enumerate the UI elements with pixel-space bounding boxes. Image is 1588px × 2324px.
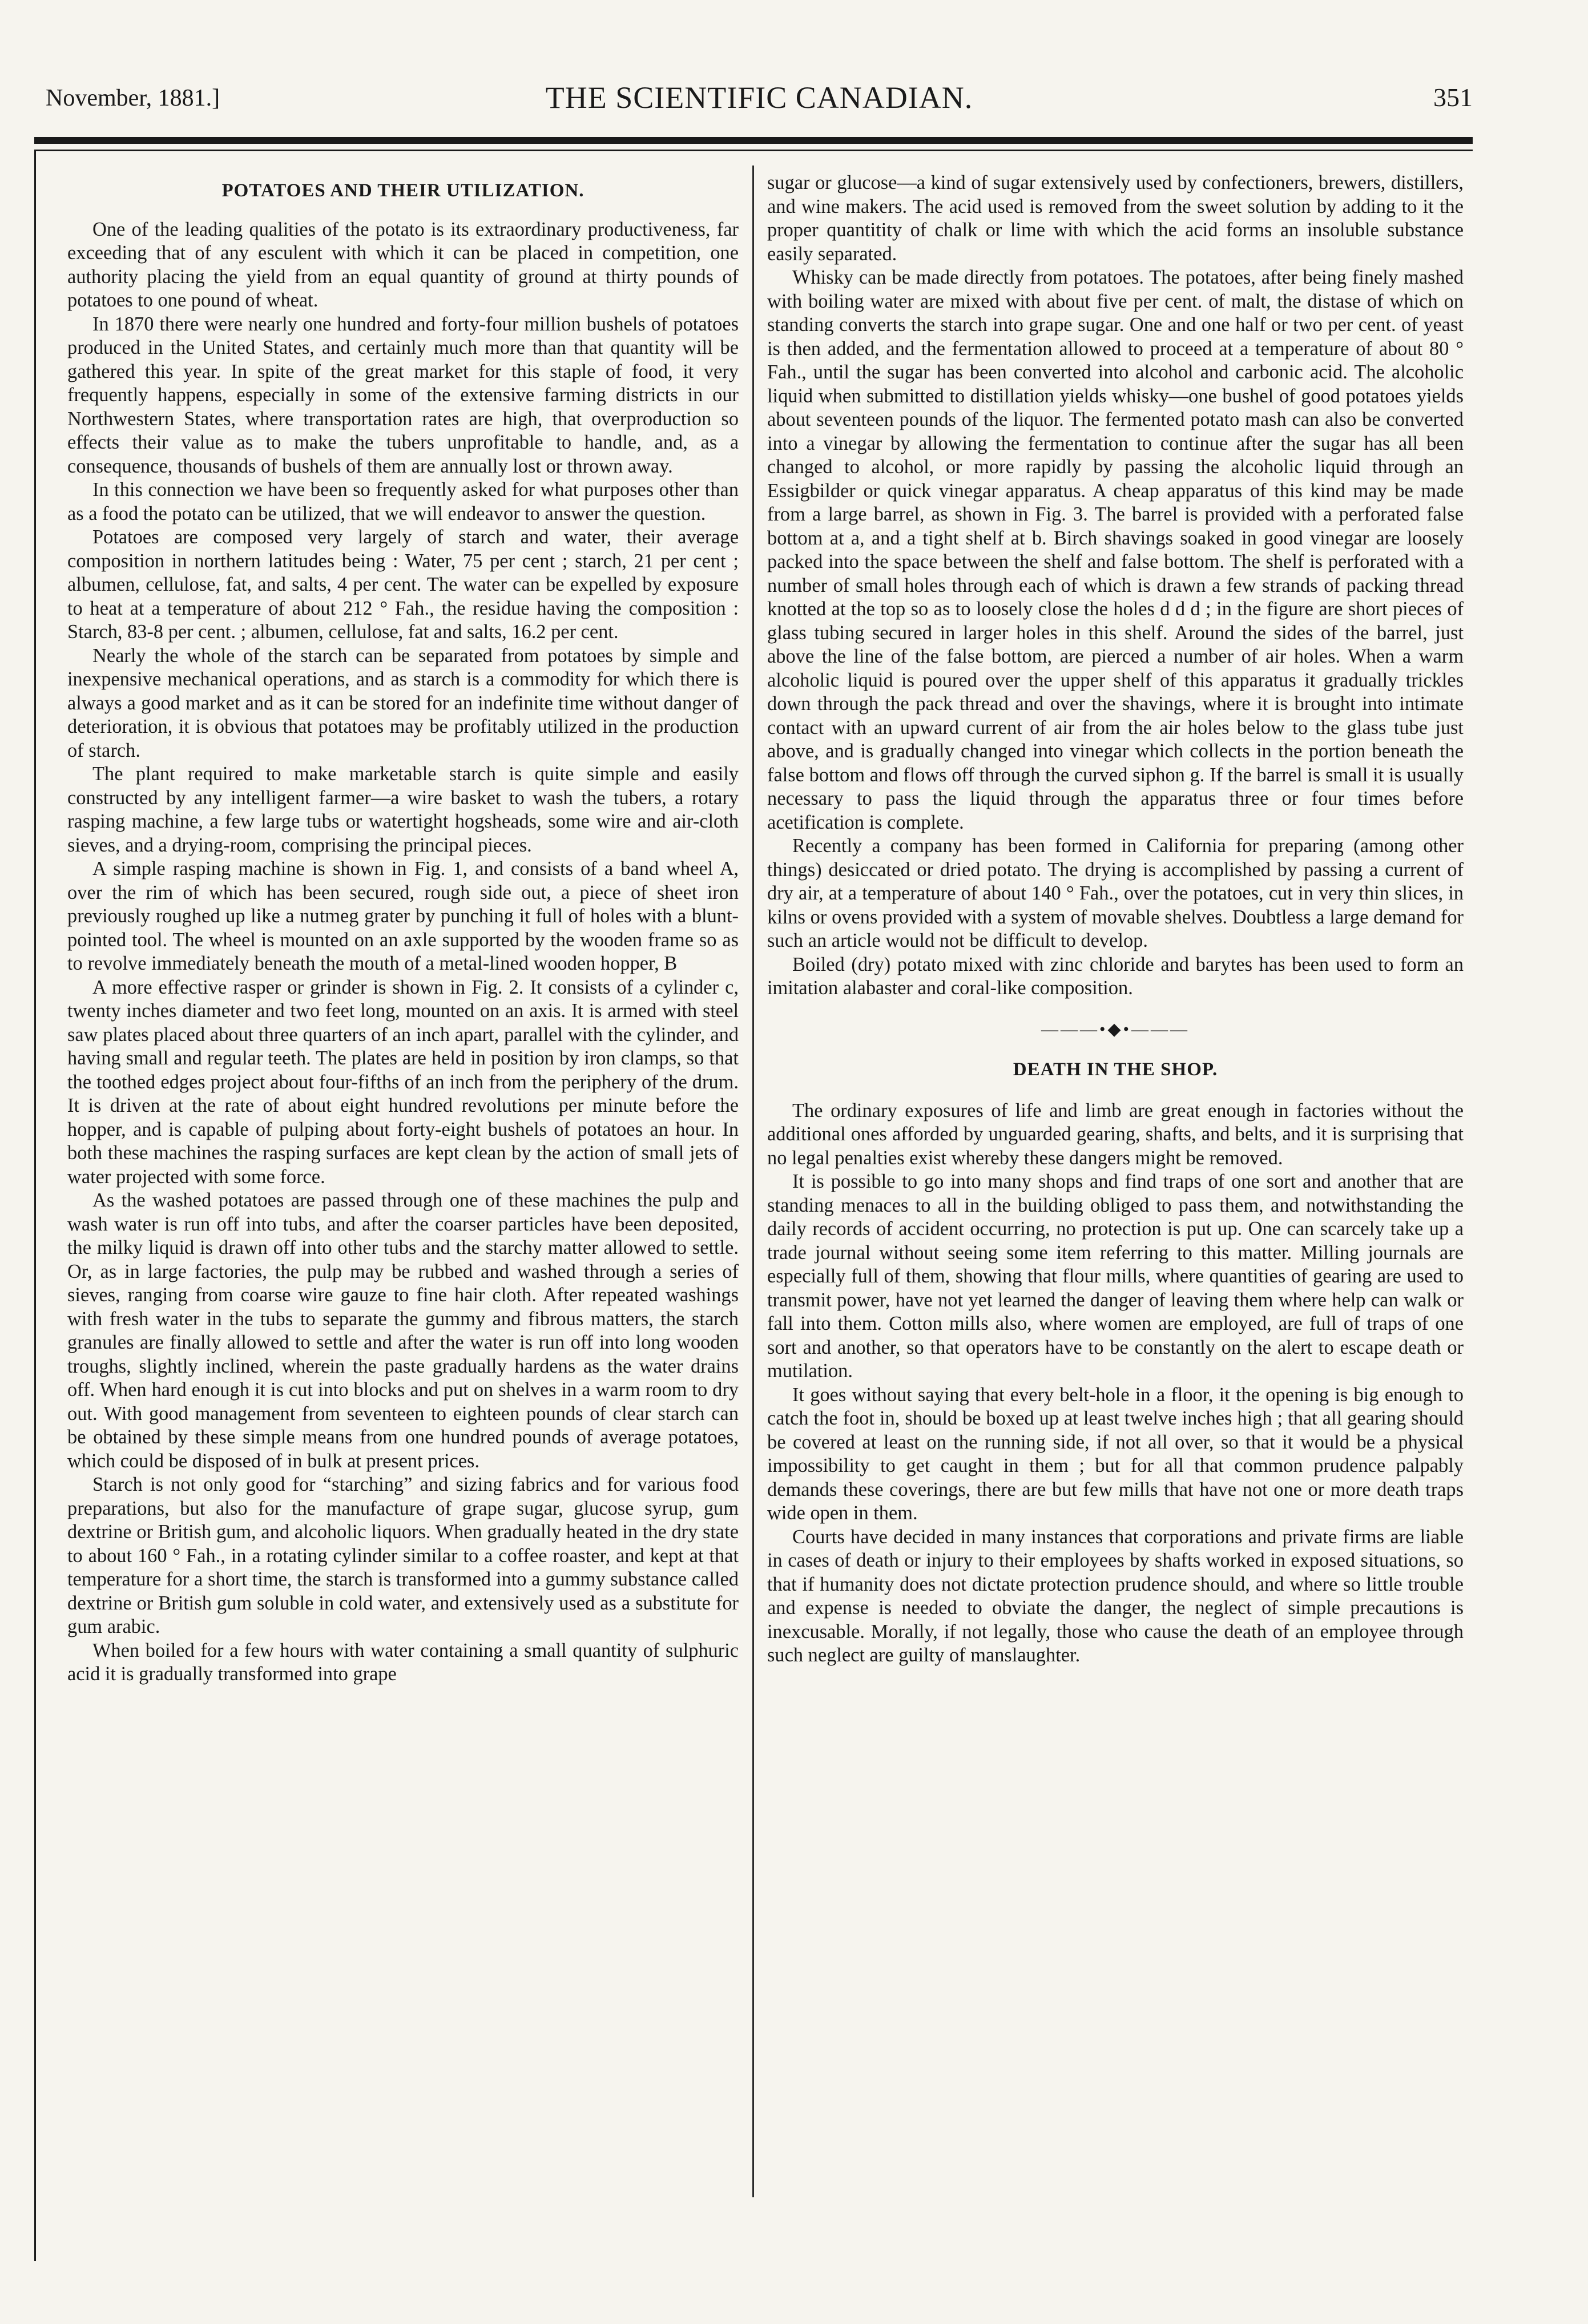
column-divider [752,166,754,2197]
article-title-potatoes: POTATOES AND THEIR UTILIZATION. [221,180,585,201]
paragraph: As the washed potatoes are passed through one of these machines the pulp and wash water is run off into tubs, and after the coarser particles have been deposited, the milky liquid is drawn off into other tubs and the starchy matter allowed to settle. Or, as in large factories, the pulp may be rubbed and washed through a series of sieves, ranging from coarse wire gauze to fine hair cloth. After repeated washings with fresh water in the tubs to separate the gummy and fibrous matters, the starch granules are finally allowed to settle and after the water is run off into long wooden troughs, slightly inclined, wherein the paste gradually hardens as the water drains off. When hard enough it is cut into blocks and put on shelves in a warm room to dry out. With good management from seventeen to eighteen pounds of clear starch can be obtained by these simple means from one hundred pounds of average potatoes, which could be disposed of in bulk at present prices. [67,1189,739,1472]
paragraph: One of the leading qualities of the potato is its extraordinary productiveness, far exceeding that of any esculent with which it can be placed in competition, one authority placing the yield from an equal quantity of ground at thirty pounds of potatoes to one pound of wheat. [67,218,739,311]
paragraph: It goes without saying that every belt-hole in a floor, it the opening is big enough to catch the foot in, should be boxed up at least twelve inches high ; that all gearing should be covered at least on the running side, if not all over, so that it would be a physical impossibility to get caught in them ; but for all that common prudence palpably demands these coverings, there are but few mills that have not one or more death traps wide open in them. [767,1383,1464,1524]
header-rule-thick [34,137,1473,144]
paragraph: The plant required to make marketable starch is quite simple and easily constructed by any intelligent farmer—a wire basket to wash the tubers, a rotary rasping machine, a few large tubs or watertight hogsheads, some wire and air-cloth sieves, and a drying-room, comprising the principal pieces. [67,763,739,856]
header-rule-thin [34,150,1473,151]
paragraph: Starch is not only good for “starching” and sizing fabrics and for various food preparations, but also for the manufacture of grape sugar, glucose syrup, gum dextrine or British gum, and alcoholic liquors. When gradually heated in the dry state to about 160 ° Fah., in a rotating cylinder similar to a coffee roaster, and kept at that temperature for a short time, the starch is transformed into a gummy substance called dextrine or British gum soluble in cold water, and extensively used as a substitute for gum arabic. [67,1474,739,1637]
paragraph: It is possible to go into many shops and find traps of one sort and another that are standing menaces to all in the building obliged to pass them, and notwithstanding the daily records of accident occurring, no protection is put up. One can scarcely take up a trade journal without seeing some item referring to this matter. Milling journals are especially full of them, showing that flour mills, where quantities of gearing are used to transmit power, have not yet learned the danger of leaving them where help can walk or fall into them. Cotton mills also, where women are employed, are full of traps of one sort and another, so that operators have to be constantly on the alert to escape death or mutilation. [767,1171,1464,1382]
paragraph: Whisky can be made directly from potatoes. The potatoes, after being finely mashed with boiling water are mixed with about five per cent. of malt, the distase of which on standing converts the starch into grape sugar. One and one half or two per cent. of yeast is then added, and the fermentation allowed to proceed at a temperature of about 80 ° Fah., until the sugar has been converted into alcohol and carbonic acid. The alcoholic liquid when submitted to distillation yields whisky—one bushel of good potatoes yields about seventeen pounds of the liquor. The fermented potato mash can also be converted into a vinegar by allowing the fermentation to continue after the sugar has all been changed to alcohol, or more rapidly by passing the alcoholic liquid through an Essigbilder or quick vinegar apparatus. A cheap apparatus of this kind may be made from a large barrel, as shown in Fig. 3. The barrel is provided with a perforated false bottom at a, and a tight shelf at b. Birch shavings soaked in good vinegar are loosely packed into the space between the shelf and false bottom. The shelf is perforated with a number of small holes through each of which is drawn a few strands of packing thread knotted at the top so as to loosely close the holes d d d ; in the figure are short pieces of glass tubing secured in larger holes in this shelf. Around the sides of the barrel, just above the line of the false bottom, are pierced a number of air holes. When a warm alcoholic liquid is poured over the upper shelf of this apparatus it gradually trickles down through the pack thread and over the shavings, where it is brought into intimate contact with an upward current of air from the air holes below to the glass tube just above, and is gradually changed into vinegar which collects in the portion beneath the false bottom and flows off through the curved siphon g. If the barrel is small it is usually necessary to pass the liquid through the apparatus three or four times before acetification is complete. [767,267,1464,833]
paragraph: When boiled for a few hours with water containing a small quantity of sulphuric acid it is gradually transformed into grape [67,1639,739,1685]
journal-title: THE SCIENTIFIC CANADIAN. [545,80,973,115]
paragraph: Nearly the whole of the starch can be separated from potatoes by simple and inexpensive mechanical operations, and as starch is a commodity for which there is always a good market and as it can be stored for an indefinite time without danger of deterioration, it is obvious that potatoes may be profitably utilized in the production of starch. [67,644,739,761]
paragraph: In 1870 there were nearly one hundred and forty-four million bushels of potatoes produced in the United States, and certainly much more than that quantity will be gathered this year. In spite of the great market for this staple of food, it very frequently happens, especially in some of the extensive farming districts in our Northwestern States, where transportation rates are high, that overproduction so effects their value as to make the tubers unprofitable to handle, and, as a consequence, thousands of bushels of them are annually lost or thrown away. [67,313,739,477]
issue-date: November, 1881.] [46,85,220,111]
paragraph: Recently a company has been formed in California for preparing (among other things) desiccated or dried potato. The drying is accomplished by passing a current of dry air, at a temperature of about 140 ° Fah., over the potatoes, cut in very thin slices, in kilns or ovens provided with a system of movable shelves. Doubtless a large demand for such an article would not be difficult to develop. [767,835,1464,951]
article-title-death-in-the-shop: DEATH IN THE SHOP. [1013,1059,1218,1080]
paragraph: Courts have decided in many instances that corporations and private firms are liable in cases of death or injury to their employees by shafts worked in exposed situations, so that if humanity does not dictate protection prudence should, and where so little trouble and expense is needed to obviate the danger, the neglect of simple precautions is inexcusable. Morally, if not legally, those who cause the death of an employee through such neglect are guilty of manslaughter. [767,1526,1464,1666]
page-number: 351 [1433,83,1473,112]
paragraph: In this connection we have been so frequently asked for what purposes other than as a food the potato can be utilized, that we will endeavor to answer the question. [67,479,739,524]
paragraph: Boiled (dry) potato mixed with zinc chloride and barytes has been used to form an imitation alabaster and coral-like composition. [767,953,1464,999]
left-column [67,171,739,1686]
left-frame-rule [34,150,36,2261]
right-column [767,171,1464,1668]
paragraph: The ordinary exposures of life and limb are great enough in factories without the additional ones afforded by unguarded gearing, shafts, and belts, and it is surprising that no legal penalties exist whereby these dangers might be removed. [767,1099,1464,1169]
paragraph: Potatoes are composed very largely of starch and water, their average composition in northern latitudes being : Water, 75 per cent ; starch, 21 per cent ; albumen, cellulose, fat, and salts, 4 per cent. The water can be expelled by exposure to heat at a temperature of about 212 ° Fah., the residue having the composition : Starch, 83-8 per cent. ; albumen, cellulose, fat and salts, 16.2 per cent. [67,526,739,643]
paragraph: A more effective rasper or grinder is shown in Fig. 2. It consists of a cylinder c, twenty inches diameter and two feet long, mounted on an axis. It is armed with steel saw plates placed about three quarters of an inch apart, parallel with the cylinder, and having small and regular teeth. The plates are held in position by iron clamps, so that the toothed edges project about four-fifths of an inch from the periphery of the drum. It is driven at the rate of about eight hundred revolutions per minute before the hopper, and is capable of pulping about forty-eight bushels of potatoes an hour. In both these machines the rasping surfaces are kept clean by the action of small jets of water projected with some force. [67,976,739,1188]
page-header [46,80,1473,126]
section-ornament: ———•◆•——— [1041,1019,1190,1039]
paragraph-continued: sugar or glucose—a kind of sugar extensively used by confectioners, brewers, distillers, and wine makers. The acid used is removed from the sweet solution by adding to it the proper quantitity of chalk or lime with which the acid forms an insoluble substance easily separated. [767,172,1464,265]
paragraph: A simple rasping machine is shown in Fig. 1, and consists of a band wheel A, over the rim of which has been secured, rough side out, a piece of sheet iron previously roughed up like a nutmeg grater by punching it full of holes with a blunt-pointed tool. The wheel is mounted on an axle supported by the wooden frame so as to revolve immediately beneath the mouth of a metal-lined wooden hopper, B [67,858,739,974]
